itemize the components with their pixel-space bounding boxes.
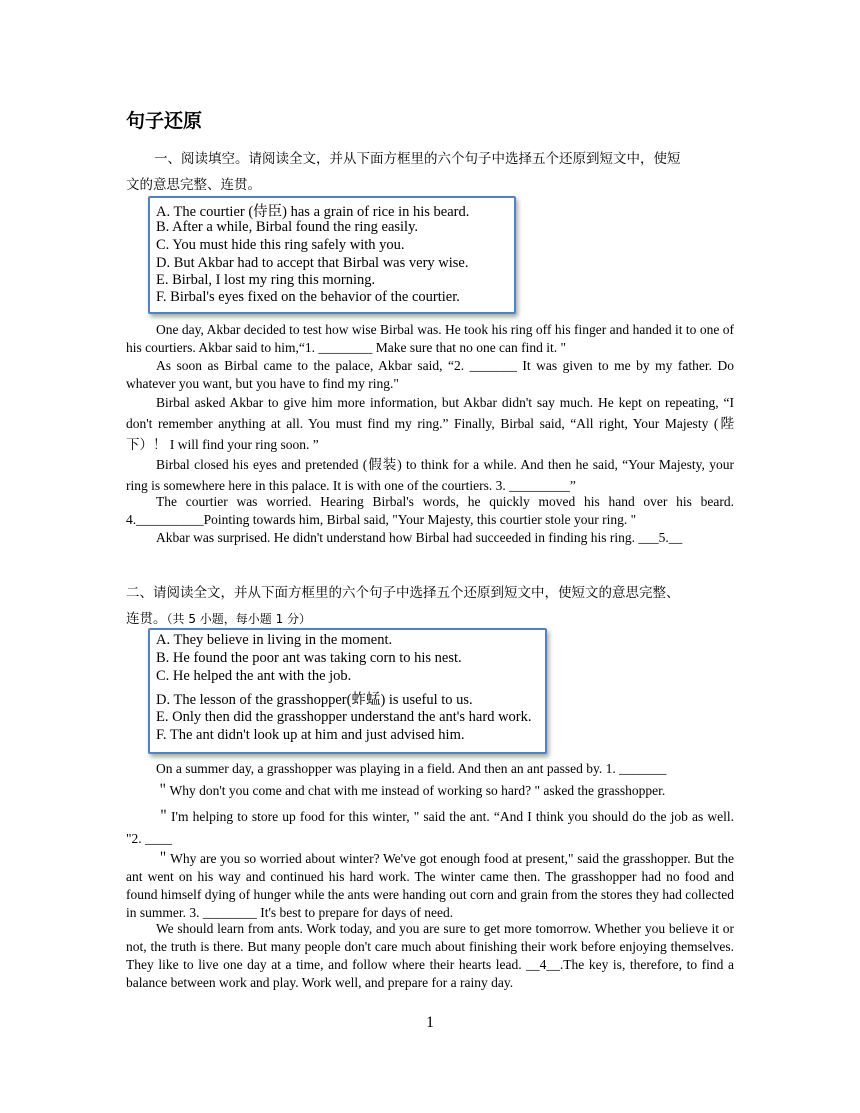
section2-instruction-line1: 二、请阅读全文，并从下面方框里的六个句子中选择五个还原到短文中，使短文的意思完整、 bbox=[126, 585, 680, 601]
section2-option-a: A. They believe in living in the moment. bbox=[156, 632, 393, 648]
section1-option-c: C. You must hide this ring safely with you. bbox=[156, 237, 405, 253]
section1-option-f: F. Birbal's eyes fixed on the behavior of the courtier. bbox=[156, 289, 460, 305]
section1-option-b: B. After a while, Birbal found the ring easily. bbox=[156, 219, 419, 235]
section1-instruction-line1: 一、阅读填空。请阅读全文，并从下面方框里的六个句子中选择五个还原到短文中，使短 bbox=[154, 151, 681, 167]
section1-option-d: D. But Akbar had to accept that Birbal was very wise. bbox=[156, 255, 469, 271]
section1-instruction-line2: 文的意思完整、连贯。 bbox=[126, 177, 261, 193]
section2-paragraph-1: On a summer day, a grasshopper was playing in a field. And then an ant passed by. 1. _______ bbox=[156, 761, 667, 776]
section1-paragraph-1: One day, Akbar decided to test how wise Birbal was. He took his ring off his finger and handed it to one of his courtiers. Akbar said to him,“1. ________ Make sure that no one can find it. " bbox=[126, 322, 734, 355]
section1-option-a: A. The courtier (侍臣) has a grain of rice in his beard. bbox=[156, 204, 470, 220]
section1-paragraph-3: Birbal asked Akbar to give him more information, but Akbar didn't say much. He kept on repeating, “I don't remember anything at all. You must find my ring.” Finally, Birbal said, “All right, Your Majesty (陛下）！ I will find your ring soon. ” bbox=[126, 395, 734, 452]
section1-paragraph-6: Akbar was surprised. He didn't understand how Birbal had succeeded in finding his ring. ___5.__ bbox=[156, 530, 683, 545]
section2-instruction-line2: 连贯。（共 5 小题，每小题 1 分） bbox=[126, 611, 312, 627]
section2-option-f: F. The ant didn't look up at him and just advised him. bbox=[156, 727, 465, 743]
section2-paragraph-3: ＂I'm helping to store up food for this winter, " said the ant. “And I think you should do the job as well. "2. ____ bbox=[126, 809, 734, 846]
section1-paragraph-2: As soon as Birbal came to the palace, Akbar said, “2. _______ It was given to me by my father. Do whatever you want, but you have to find my ring." bbox=[126, 358, 734, 391]
page-title: 句子还原 bbox=[126, 110, 203, 132]
section2-option-d: D. The lesson of the grasshopper(蚱蜢) is useful to us. bbox=[156, 692, 473, 708]
section2-paragraph-5: We should learn from ants. Work today, and you are sure to get more tomorrow. Whether you believe it or not, the truth is there. But many people don't care much about finishing their work before enjoying themselves. They like to live one day at a time, and follow where their hearts lead. __4__.The key is, therefore, to find a balance between work and play. Work well, and prepare for a rainy day. bbox=[126, 921, 734, 990]
section1-option-e: E. Birbal, I lost my ring this morning. bbox=[156, 272, 376, 288]
section1-paragraph-5: The courtier was worried. Hearing Birbal's words, he quickly moved his hand over his beard. 4.__________Pointing towards him, Birbal said, "Your Majesty, this courtier stole your ring. " bbox=[126, 494, 734, 527]
section2-paragraph-2: ＂Why don't you come and chat with me instead of working so hard? " asked the grasshopper. bbox=[156, 783, 666, 798]
section1-paragraph-4: Birbal closed his eyes and pretended (假装) to think for a while. And then he said, “Your Majesty, your ring is somewhere here in this palace. It is with one of the courtiers. 3. _________” bbox=[126, 457, 734, 493]
section2-option-b: B. He found the poor ant was taking corn to his nest. bbox=[156, 650, 462, 666]
section2-paragraph-4: ＂Why are you so worried about winter? We've got enough food at present," said the grasshopper. But the ant went on his way and continued his hard work. The winter came then. The grasshopper had no food and found himself dying of hunger while the ants were handing out corn and grain from the stores they had collected in summer. 3. ________ It's best to prepare for days of need. bbox=[126, 851, 734, 920]
page-number: 1 bbox=[426, 1014, 434, 1031]
section1-options-box bbox=[148, 196, 516, 314]
section2-option-e: E. Only then did the grasshopper understand the ant's hard work. bbox=[156, 709, 532, 725]
section2-options-box bbox=[148, 628, 547, 754]
section2-option-c: C. He helped the ant with the job. bbox=[156, 668, 352, 684]
